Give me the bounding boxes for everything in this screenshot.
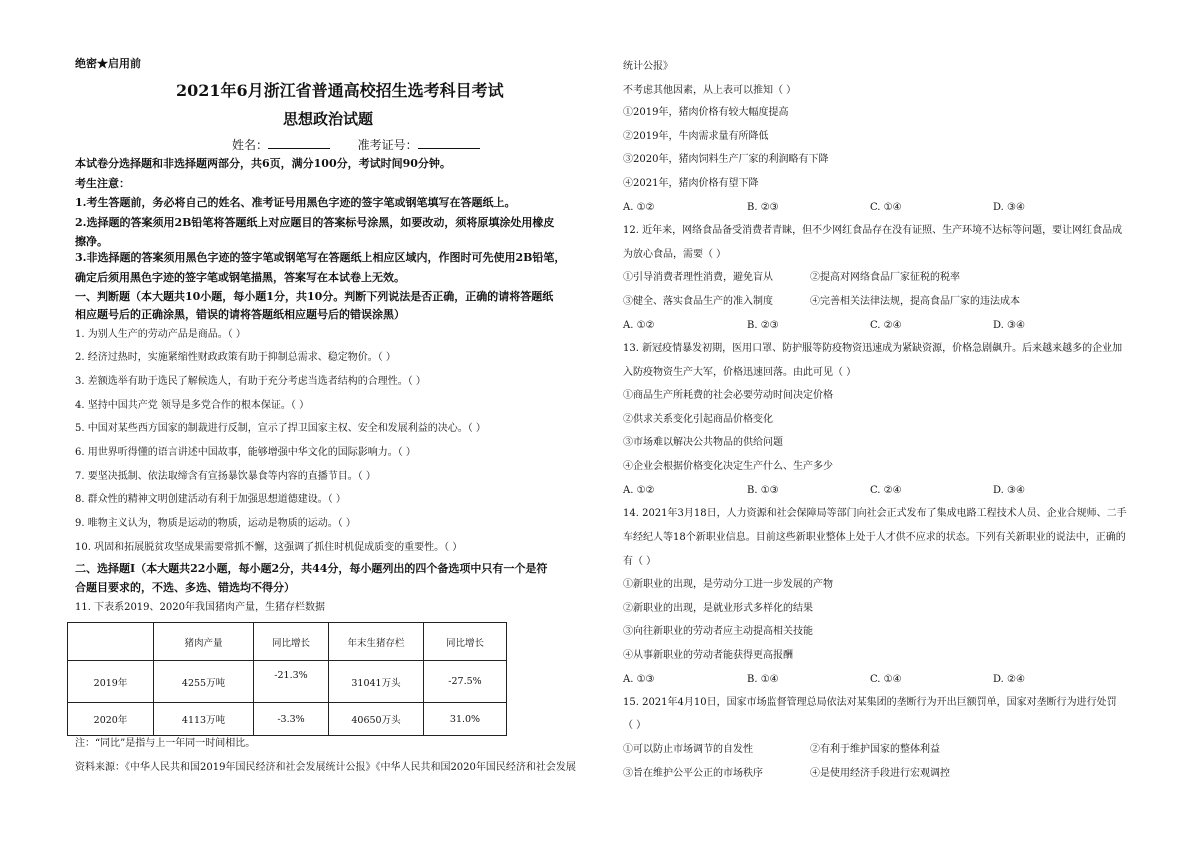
pork-data-table xyxy=(67,622,507,736)
intro-line: 本试卷分选择题和非选择题两部分，共6页，满分100分，考试时间90分钟。 xyxy=(75,157,451,170)
q12-statement-3: ③健全、落实食品生产的准入制度 xyxy=(623,296,773,307)
table-header-cell: 猪肉产量 xyxy=(154,623,254,661)
q11-option-a[interactable]: A. ①② xyxy=(623,202,655,213)
q14-option-b[interactable]: B. ①④ xyxy=(747,674,779,685)
section2-heading-a: 二、选择题Ⅰ（本大题共22小题，每小题2分，共44分，每小题列出的四个备选项中只有一个是符 xyxy=(75,562,548,575)
q11-statement-4: ④2021年，猪肉价格有望下降 xyxy=(623,178,759,189)
table-row xyxy=(68,703,507,736)
q15-statement-1: ①可以防止市场调节的自发性 xyxy=(623,744,753,755)
q11-statement-1: ①2019年，猪肉价格有较大幅度提高 xyxy=(623,107,789,118)
q14-statement-4: ④从事新职业的劳动者能获得更高报酬 xyxy=(623,650,793,661)
q12-option-d[interactable]: D. ③④ xyxy=(993,320,1025,331)
table-cell: 2019年 xyxy=(68,661,154,703)
q12-statement-2: ②提高对网络食品厂家征税的税率 xyxy=(810,272,960,283)
name-label: 姓名： xyxy=(232,138,269,152)
q13-statement-3: ③市场难以解决公共物品的供给问题 xyxy=(623,437,783,448)
section1-heading-a: 一、判断题（本大题共10小题，每小题1分，共10分。判断下列说法是否正确，正确的请将答题纸 xyxy=(75,290,554,303)
judge-item-5: 5. 中国对某些西方国家的制裁进行反制，宣示了捍卫国家主权、安全和发展利益的决心。（ ） xyxy=(75,423,486,434)
q12-stem-a: 12. 近年来，网络食品备受消费者青睐，但不少网红食品存在没有证照、生产环境不达标等问题，要让网红食品成 xyxy=(623,225,1123,236)
q14-statement-3: ③向往新职业的劳动者应主动提高相关技能 xyxy=(623,626,813,637)
page-subtitle: 思想政治试题 xyxy=(283,110,374,128)
judge-item-3: 3. 差额选举有助于选民了解候选人，有助于充分考虑当选者结构的合理性。（ ） xyxy=(75,376,426,387)
right-column xyxy=(610,0,1200,849)
q12-statement-4: ④完善相关法律法规，提高食品厂家的违法成本 xyxy=(810,296,1020,307)
table-header-cell: 同比增长 xyxy=(254,623,329,661)
exam-no-label: 准考证号： xyxy=(357,138,418,152)
q11-note: 注：“同比”是指与上一年同一时间相比。 xyxy=(75,738,256,749)
judge-item-9: 9. 唯物主义认为，物质是运动的物质，运动是物质的运动。（ ） xyxy=(75,518,356,529)
q14-option-a[interactable]: A. ①③ xyxy=(623,674,655,685)
q12-option-c[interactable]: C. ②④ xyxy=(870,320,902,331)
q13-stem-a: 13. 新冠疫情暴发初期，医用口罩、防护服等防疫物资迅速成为紧缺资源，价格急剧飙升。后来越来越多的企业加 xyxy=(623,343,1123,354)
q14-option-c[interactable]: C. ①④ xyxy=(870,674,902,685)
judge-item-7: 7. 要坚决抵制、依法取缔含有宣扬暴饮暴食等内容的直播节目。（ ） xyxy=(75,471,376,482)
name-blank[interactable] xyxy=(268,139,330,149)
note-2-a: 2.选择题的答案须用2B铅笔将答题纸上对应题目的答案标号涂黑，如要改动，须将原填涂处用橡皮 xyxy=(75,216,555,229)
q12-option-b[interactable]: B. ②③ xyxy=(747,320,779,331)
candidate-info-line xyxy=(232,139,480,151)
q13-statement-4: ④企业会根据价格变化决定生产什么、生产多少 xyxy=(623,461,833,472)
q15-stem-a: 15. 2021年4月10日，国家市场监督管理总局依法对某集团的垄断行为开出巨额罚单，国家对垄断行为进行处罚 xyxy=(623,697,1117,708)
q11-stem: 11. 下表系2019、2020年我国猪肉产量，生猪存栏数据 xyxy=(75,602,325,613)
confidential-mark: 绝密★启用前 xyxy=(75,57,141,70)
table-header-row xyxy=(68,623,507,661)
table-header-cell: 同比增长 xyxy=(424,623,507,661)
q13-option-b[interactable]: B. ①③ xyxy=(747,485,779,496)
q13-statement-2: ②供求关系变化引起商品价格变化 xyxy=(623,414,773,425)
judge-item-6: 6. 用世界听得懂的语言讲述中国故事，能够增强中华文化的国际影响力。（ ） xyxy=(75,447,416,458)
note-3-b: 确定后须用黑色字迹的签字笔或钢笔描黑，答案写在本试卷上无效。 xyxy=(75,271,405,284)
table-row xyxy=(68,661,507,703)
q11-option-b[interactable]: B. ②③ xyxy=(747,202,779,213)
q12-statement-1: ①引导消费者理性消费，避免盲从 xyxy=(623,272,773,283)
q14-statement-1: ①新职业的出现，是劳动分工进一步发展的产物 xyxy=(623,579,833,590)
judge-item-1: 1. 为别人生产的劳动产品是商品。（ ） xyxy=(75,329,246,340)
q15-stem-b: （ ） xyxy=(623,720,647,731)
table-header-cell xyxy=(68,623,154,661)
table-cell: 31.0% xyxy=(424,703,507,736)
table-cell: -27.5% xyxy=(424,661,507,703)
q12-stem-b: 为放心食品，需要（ ） xyxy=(623,249,727,260)
table-header-cell: 年末生猪存栏 xyxy=(329,623,424,661)
q11-statement-2: ②2019年，牛肉需求量有所降低 xyxy=(623,131,769,142)
table-cell xyxy=(254,661,329,703)
q11-option-c[interactable]: C. ①④ xyxy=(870,202,902,213)
q11-option-d[interactable]: D. ③④ xyxy=(993,202,1025,213)
judge-item-4: 4. 坚持中国共产党 领导是多党合作的根本保证。（ ） xyxy=(75,400,310,411)
q14-stem-c: 有（ ） xyxy=(623,556,657,567)
q13-option-d[interactable]: D. ③④ xyxy=(993,485,1025,496)
page-title: 2021年6月浙江省普通高校招生选考科目考试 xyxy=(176,81,504,100)
q11-source-b: 统计公报》 xyxy=(623,61,673,72)
table-cell: -3.3% xyxy=(254,703,329,736)
exam-no-blank[interactable] xyxy=(418,139,480,149)
q11-ask: 不考虑其他因素，从上表可以推知（ ） xyxy=(623,85,797,96)
section2-heading-b: 合题目要求的，不选、多选、错选均不得分） xyxy=(75,581,295,594)
q14-stem-b: 车经纪人等18个新职业信息。目前这些新职业整体上处于人才供不应求的状态。下列有关新职业的说法中，正确的 xyxy=(623,532,1126,543)
q15-statement-3: ③旨在维护公平公正的市场秩序 xyxy=(623,768,763,779)
q14-stem-a: 14. 2021年3月18日，人力资源和社会保障局等部门向社会正式发布了集成电路工程技术人员、企业合规师、二手 xyxy=(623,508,1127,519)
judge-item-2: 2. 经济过热时，实施紧缩性财政政策有助于抑制总需求、稳定物价。（ ） xyxy=(75,352,396,363)
judge-item-10: 10. 巩固和拓展脱贫攻坚成果需要常抓不懈，这强调了抓住时机促成质变的重要性。（ ） xyxy=(75,542,463,553)
judge-item-8: 8. 群众性的精神文明创建活动有利于加强思想道德建设。（ ） xyxy=(75,494,346,505)
q13-option-c[interactable]: C. ②④ xyxy=(870,485,902,496)
note-2-b: 擦净。 xyxy=(75,235,108,248)
q15-statement-4: ④是使用经济手段进行宏观调控 xyxy=(810,768,950,779)
notes-heading: 考生注意： xyxy=(75,177,130,190)
table-cell: 4255万吨 xyxy=(154,661,254,703)
q11-source-a: 资料来源：《中华人民共和国2019年国民经济和社会发展统计公报》《中华人民共和国2020年国民经济和社会发展 xyxy=(75,762,576,773)
q11-statement-3: ③2020年，猪肉饲料生产厂家的利润略有下降 xyxy=(623,154,829,165)
q12-option-a[interactable]: A. ①② xyxy=(623,320,655,331)
table-cell: 31041万头 xyxy=(329,661,424,703)
table-cell: 40650万头 xyxy=(329,703,424,736)
note-1: 1.考生答题前，务必将自己的姓名、准考证号用黑色字迹的签字笔或钢笔填写在答题纸上。 xyxy=(75,196,516,209)
q13-stem-b: 入防疫物资生产大军，价格迅速回落。由此可见（ ） xyxy=(623,367,857,378)
table-cell: 2020年 xyxy=(68,703,154,736)
note-3-a: 3.非选择题的答案须用黑色字迹的签字笔或钢笔写在答题纸上相应区域内，作图时可先使用2B铅笔， xyxy=(75,251,566,264)
table-cell: 4113万吨 xyxy=(154,703,254,736)
section1-heading-b: 相应题号后的正确涂黑，错误的请将答题纸相应题号后的错误涂黑） xyxy=(75,308,405,321)
q15-statement-2: ②有利于维护国家的整体利益 xyxy=(810,744,940,755)
q14-option-d[interactable]: D. ②④ xyxy=(993,674,1025,685)
q13-option-a[interactable]: A. ①② xyxy=(623,485,655,496)
table-cell-text: -21.3% xyxy=(274,670,308,681)
q13-statement-1: ①商品生产所耗费的社会必要劳动时间决定价格 xyxy=(623,390,833,401)
q14-statement-2: ②新职业的出现，是就业形式多样化的结果 xyxy=(623,603,813,614)
